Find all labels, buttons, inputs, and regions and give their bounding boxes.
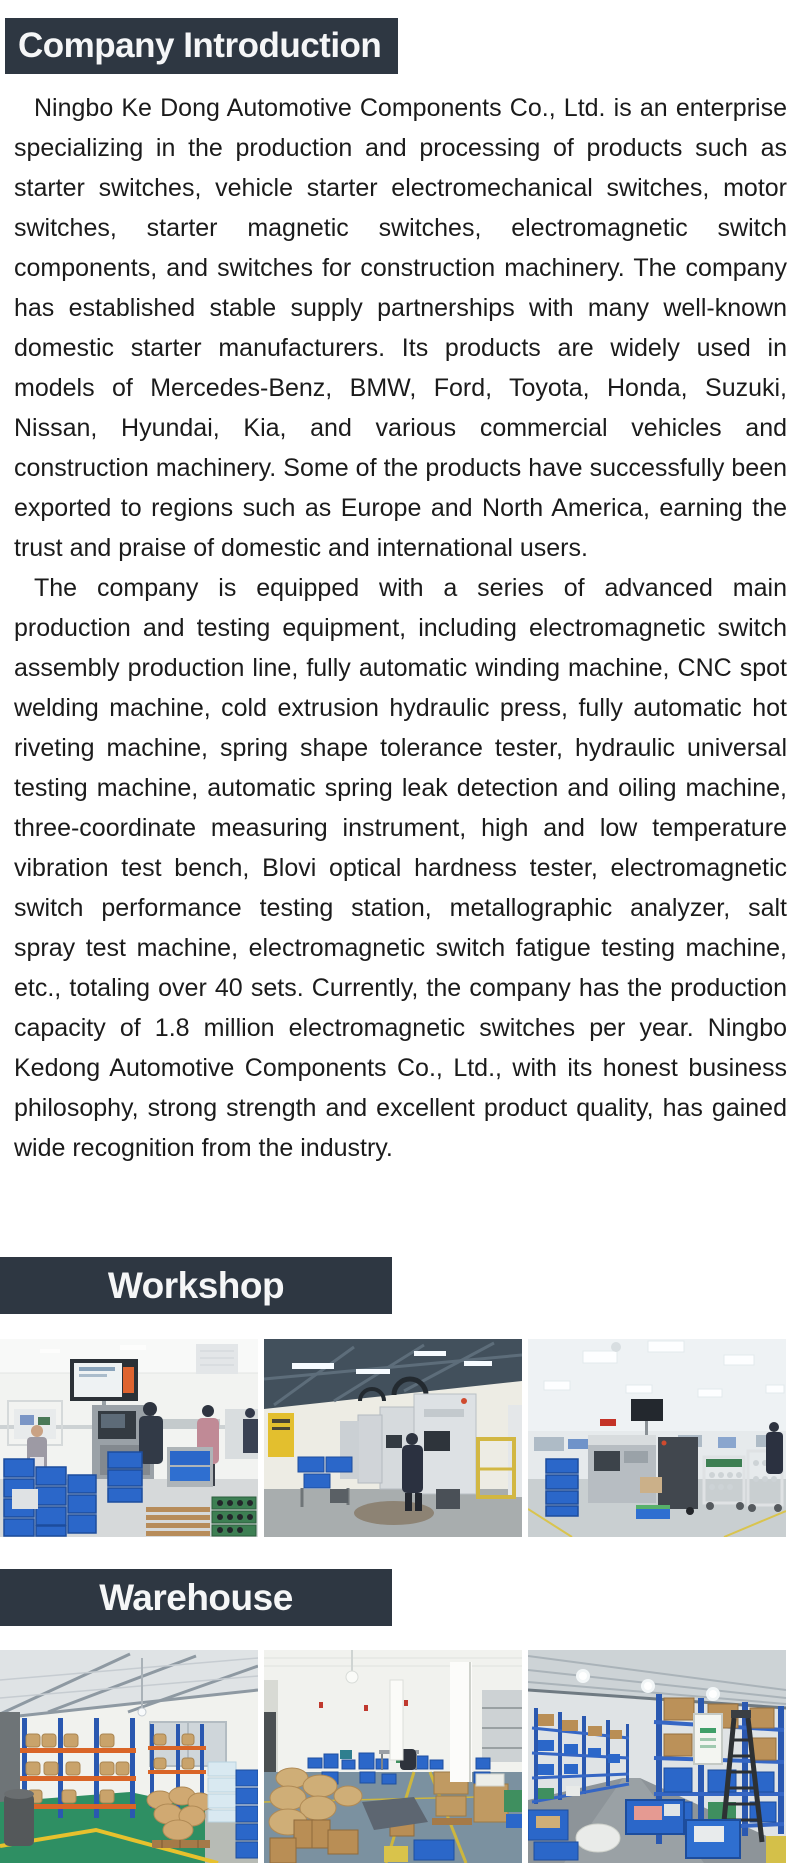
workshop-photo-2-illustration — [264, 1339, 522, 1537]
company-introduction-heading — [5, 18, 398, 74]
warehouse-photo-3-illustration — [528, 1650, 786, 1863]
workshop-photo-1-illustration — [0, 1339, 258, 1537]
intro-paragraph-2: The company is equipped with a series of advanced main production and testing equipment, including electromagnetic switch assembly production line, fully automatic winding machine, CNC spot welding machine, cold extrusion hydraulic press, fully automatic hot riveting machine, spring shape tolerance tester, hydraulic universal testing machine, automatic spring leak detection and oiling machine, three-coordinate measuring instrument, high and low temperature vibration test bench, Blovi optical hardness tester, electromagnetic switch performance testing station, metallographic analyzer, salt spray test machine, electromagnetic switch fatigue testing machine, etc., totaling over 40 sets. Currently, the company has the production capacity of 1.8 million electromagnetic switches per year. Ningbo Kedong Automotive Components Co., Ltd., with its honest business philosophy, strong strength and excellent product quality, has gained wide recognition from the industry. — [14, 574, 787, 1162]
warehouse-photo-row — [0, 1650, 786, 1863]
warehouse-photo-2-illustration — [264, 1650, 522, 1863]
workshop-photo-row — [0, 1339, 786, 1537]
warehouse-heading — [0, 1569, 392, 1626]
warehouse-photo-1 — [0, 1650, 258, 1863]
company-introduction-text — [14, 88, 787, 1168]
warehouse-photo-2 — [264, 1650, 522, 1863]
warehouse-photo-1-illustration — [0, 1650, 258, 1863]
workshop-photo-2 — [264, 1339, 522, 1537]
warehouse-photo-3 — [528, 1650, 786, 1863]
company-introduction-title: Company Introduction — [18, 26, 382, 65]
intro-paragraph-1: Ningbo Ke Dong Automotive Components Co., Ltd. is an enterprise specializing in the production and processing of products such as starter switches, vehicle starter electromechanical switches, motor switches, starter magnetic switches, electromagnetic switch components, and switches for construction machinery. The company has established stable supply partnerships with many well-known domestic starter manufacturers. Its products are widely used in models of Mercedes-Benz, BMW, Ford, Toyota, Honda, Suzuki, Nissan, Hyundai, Kia, and various commercial vehicles and construction machinery. Some of the products have successfully been exported to regions such as Europe and North America, earning the trust and praise of domestic and international users. — [14, 94, 787, 562]
workshop-heading — [0, 1257, 392, 1314]
workshop-photo-3-illustration — [528, 1339, 786, 1537]
workshop-photo-3 — [528, 1339, 786, 1537]
warehouse-title: Warehouse — [99, 1577, 293, 1618]
workshop-photo-1 — [0, 1339, 258, 1537]
workshop-title: Workshop — [107, 1265, 285, 1306]
